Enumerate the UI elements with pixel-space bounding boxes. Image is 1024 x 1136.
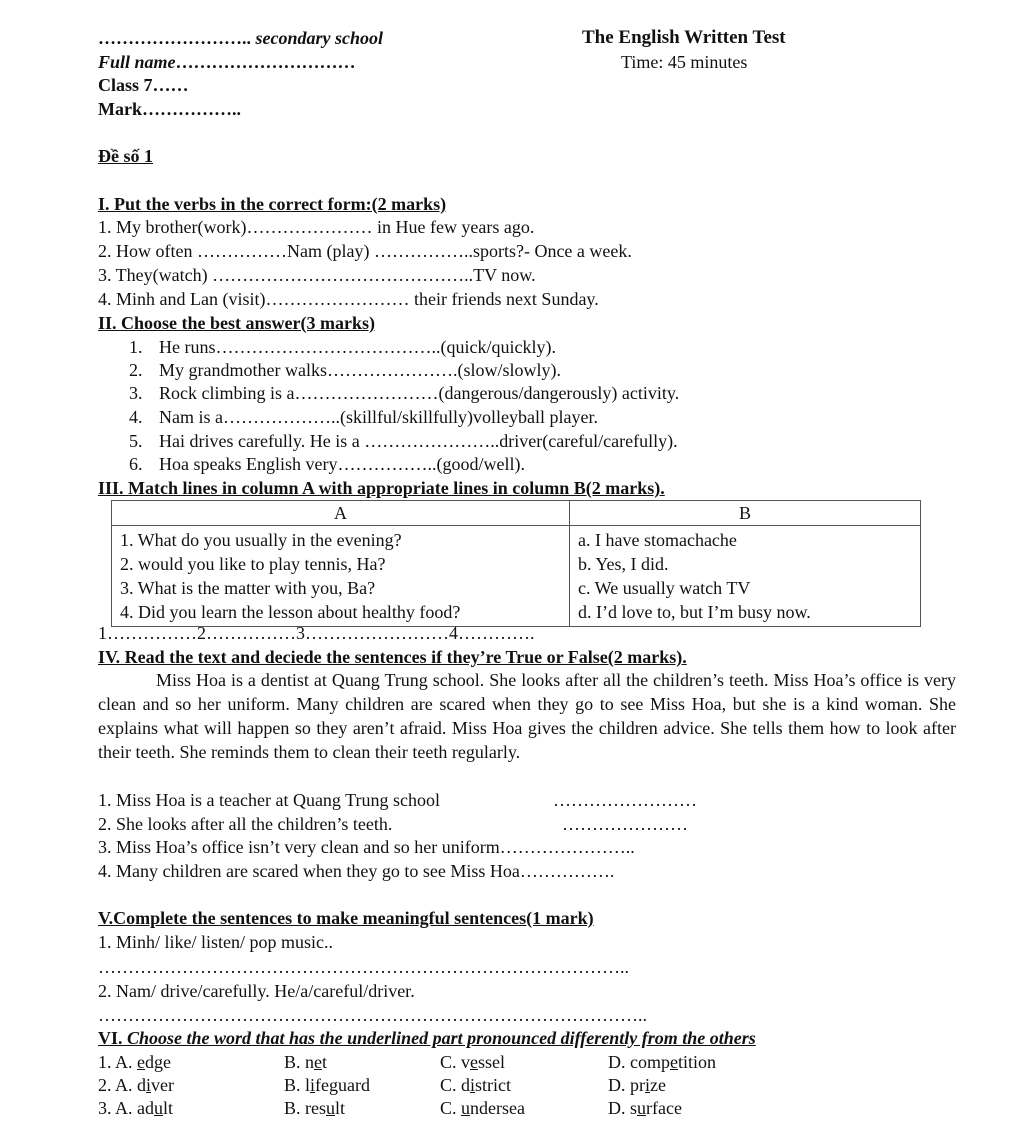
section6-title-text: Choose the word that has the underlined part pronounced differently from the others <box>127 1028 756 1048</box>
option-c: C. district <box>440 1075 512 1095</box>
class-line: Class 7…… <box>98 75 189 95</box>
exam-code: Đề số 1 <box>98 146 153 166</box>
option-a-rest: ver <box>151 1075 175 1095</box>
column-b-header: B <box>570 501 921 526</box>
item-text: He runs………………………………..(quick/quickly). <box>159 337 556 357</box>
item-text: Rock climbing is a……………………(dangerous/dangerously) activity. <box>159 383 680 403</box>
underlined-letter: e <box>137 1052 146 1072</box>
option-d: D. surface <box>608 1098 682 1118</box>
answer-dots: …………………… <box>553 790 697 810</box>
pronunciation-row <box>98 1074 174 1096</box>
section5-item: 2. Nam/ drive/carefully. He/a/careful/driver. <box>98 981 415 1001</box>
column-b-row: a. I have stomachache <box>578 530 737 550</box>
row-number: 1. <box>98 1052 112 1072</box>
item-text: Hai drives carefully. He is a …………………..driver(careful/carefully). <box>159 431 678 451</box>
answer-dots: ………………… <box>562 814 688 834</box>
option-b: B. lifeguard <box>284 1075 370 1095</box>
option-c: C. vessel <box>440 1052 506 1072</box>
section2-item <box>129 430 678 452</box>
section2-item <box>129 336 556 358</box>
item-text: My grandmother walks………………….(slow/slowly). <box>159 360 561 380</box>
mark-line: Mark…………….. <box>98 99 241 119</box>
section4-item: 4. Many children are scared when they go to see Miss Hoa……………. <box>98 861 615 881</box>
item-number: 1. <box>129 337 143 357</box>
fullname-label: Full name <box>98 52 176 72</box>
option-a-rest: dge <box>145 1052 172 1072</box>
section4-item: 1. Miss Hoa is a teacher at Quang Trung school <box>98 790 440 810</box>
fullname-line <box>98 51 356 73</box>
section1-item: 2. How often ……………Nam (play) ……………..sports?- Once a week. <box>98 241 632 261</box>
column-b-row: b. Yes, I did. <box>578 554 669 574</box>
test-time: Time: 45 minutes <box>621 52 748 72</box>
item-number: 4. <box>129 407 143 427</box>
option-a-rest: lt <box>163 1098 174 1118</box>
match-table <box>111 500 921 627</box>
section5-item: 1. Minh/ like/ listen/ pop music.. <box>98 932 333 952</box>
option-b: B. result <box>284 1098 346 1118</box>
answer-line: …………………………………………………………………………….. <box>98 957 629 977</box>
section6-title <box>98 1027 756 1049</box>
answer-line: ……………………………………………………………………………….. <box>98 1005 647 1025</box>
underlined-letter: e <box>314 1052 323 1072</box>
section2-item <box>129 382 680 404</box>
item-number: 3. <box>129 383 143 403</box>
column-a-cell <box>112 526 570 627</box>
underlined-letter: i <box>470 1075 476 1095</box>
underlined-letter: u <box>154 1098 164 1118</box>
section2-item <box>129 406 598 428</box>
column-b-cell <box>570 526 921 627</box>
section2-item <box>129 359 561 381</box>
item-text: Hoa speaks English very……………..(good/well). <box>159 454 525 474</box>
section1-item: 1. My brother(work)………………… in Hue few years ago. <box>98 217 535 237</box>
option-a: A. ad <box>115 1098 155 1118</box>
column-a-row: 2. would you like to play tennis, Ha? <box>120 554 386 574</box>
section2-title: II. Choose the best answer(3 marks) <box>98 313 375 333</box>
section1-title: I. Put the verbs in the correct form:(2 marks) <box>98 194 447 214</box>
underlined-letter: i <box>310 1075 316 1095</box>
column-a-row: 3. What is the matter with you, Ba? <box>120 578 376 598</box>
reading-passage: Miss Hoa is a dentist at Quang Trung school. She looks after all the children’s teeth. Miss Hoa’s office is very clean and so her uniform. Many children are scared when they go to see Miss Hoa, but she is a kind woman. She explains what will happen so they aren’t afraid. Miss Hoa gives the children advice. She tells them how to look after their teeth. She reminds them to clean their teeth regularly. <box>98 670 956 762</box>
section6-prefix: VI. <box>98 1028 123 1048</box>
option-a: A. d <box>115 1075 147 1095</box>
option-a: A. <box>115 1052 138 1072</box>
column-b-row: d. I’d love to, but I’m busy now. <box>578 602 811 622</box>
test-title: The English Written Test <box>582 27 786 48</box>
option-d: D. competition <box>608 1052 717 1072</box>
item-number: 6. <box>129 454 143 474</box>
item-text: Nam is a………………..(skillful/skillfully)volleyball player. <box>159 407 598 427</box>
column-a-row: 1. What do you usually in the evening? <box>120 530 402 550</box>
underlined-letter: e <box>670 1052 678 1072</box>
section1-item: 4. Minh and Lan (visit)…………………… their friends next Sunday. <box>98 289 599 309</box>
school-suffix: secondary school <box>255 28 383 48</box>
option-c: C. undersea <box>440 1098 525 1118</box>
item-number: 2. <box>129 360 143 380</box>
column-a-header: A <box>112 501 570 526</box>
section4-title: IV. Read the text and deciede the sentences if they’re True or False(2 marks). <box>98 647 687 667</box>
item-number: 5. <box>129 431 143 451</box>
fullname-dots: ………………………… <box>175 52 356 72</box>
pronunciation-row <box>98 1051 171 1073</box>
row-number: 3. <box>98 1098 112 1118</box>
pronunciation-row <box>98 1097 173 1119</box>
section4-item: 2. She looks after all the children’s teeth. <box>98 814 393 834</box>
row-number: 2. <box>98 1075 112 1095</box>
section1-item: 3. They(watch) ……………………………………..TV now. <box>98 265 536 285</box>
section4-item: 3. Miss Hoa’s office isn’t very clean and so her uniform………………….. <box>98 837 635 857</box>
underlined-letter: u <box>461 1098 471 1118</box>
school-line <box>98 27 383 49</box>
underlined-letter: u <box>326 1098 335 1118</box>
option-d: D. prize <box>608 1075 666 1095</box>
column-a-row: 4. Did you learn the lesson about healthy food? <box>120 602 461 622</box>
section2-item <box>129 453 525 475</box>
school-dots: …………………….. <box>98 28 251 48</box>
underlined-letter: i <box>146 1075 152 1095</box>
match-answer-line: 1……………2……………3……………………4…………. <box>98 623 535 643</box>
section5-title: V.Complete the sentences to make meaningful sentences(1 mark) <box>98 908 594 928</box>
column-b-row: c. We usually watch TV <box>578 578 751 598</box>
underlined-letter: u <box>637 1098 647 1118</box>
option-b: B. net <box>284 1052 328 1072</box>
section3-title: III. Match lines in column A with appropriate lines in column B(2 marks). <box>98 478 665 498</box>
underlined-letter: e <box>470 1052 479 1072</box>
underlined-letter: i <box>645 1075 651 1095</box>
